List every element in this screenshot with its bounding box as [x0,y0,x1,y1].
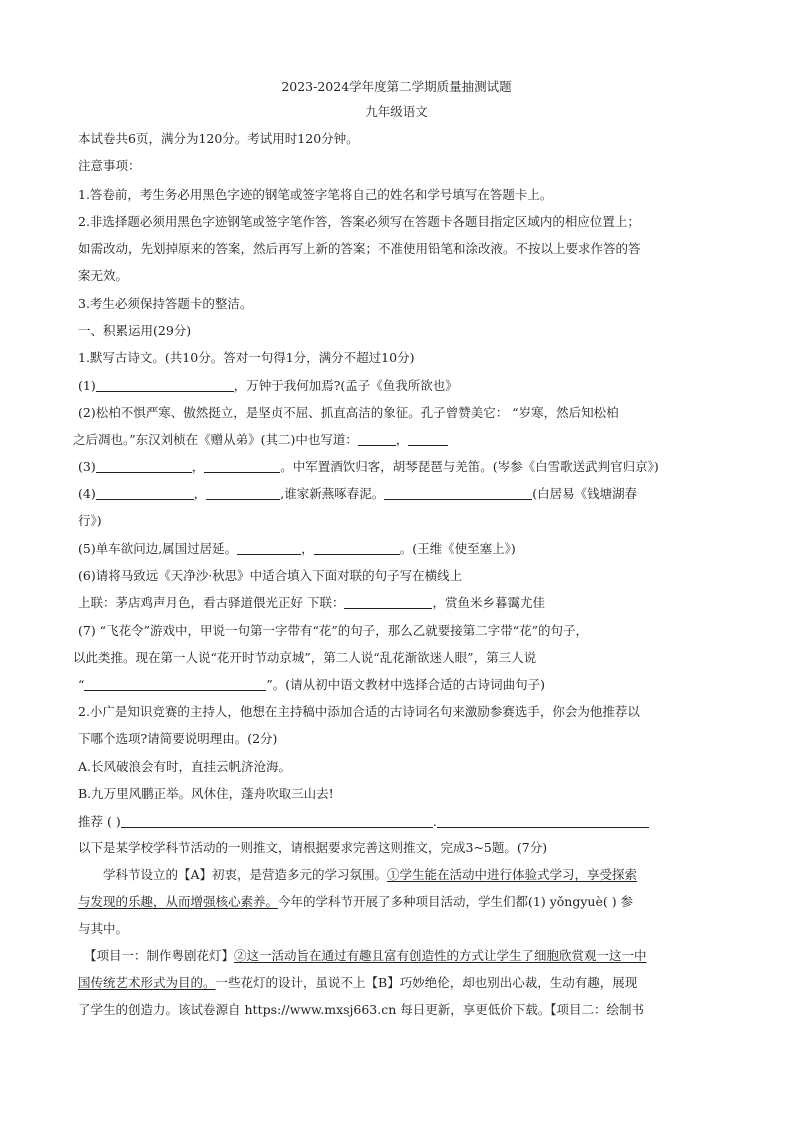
exam-title: 2023-2024学年度第二学期质量抽测试题 [281,79,512,94]
question-1-7-line-3 [78,676,718,693]
q1-3-text: 。中军置酒饮归客，胡琴琵琶与羌笛。(岑参《白雪歌送武判官归京》) [280,459,659,474]
passage-text: 今年的学科节开展了多种项目活动，学生们都(1) yǒngyuè( ) 参 [278,894,634,909]
note-2-line-1: 2.非选择题必须用黑色字迹钢笔或签字笔作答，答案必须写在答题卡各题目指定区域内的相应位置上； [78,214,640,229]
answer-blank[interactable] [344,596,432,609]
couplet-text: 上联：茅店鸡声月色，看古驿道偎光正好 下联： [78,595,345,610]
recommend-label: 推荐 ( ) [78,814,121,829]
comma: ， [193,486,207,501]
question-1-6: (6)请将马致远《天净沙·秋思》中适合填入下面对联的句子写在横线上 [78,568,463,583]
question-1: 1.默写古诗文。(共10分。答对一句得1分，满分不超过10分) [78,350,415,365]
notes-heading: 注意事项： [78,158,141,173]
answer-blank[interactable] [96,379,234,392]
underlined-sentence-1-cont: 与发现的乐趣，从而增强核心素养。 [78,894,279,909]
section-1-heading: 一、积累运用(29分) [78,323,192,338]
q1-4-source: (白居易《钱塘湖春 [532,486,638,501]
question-1-5 [78,540,718,557]
question-1-3 [78,458,718,475]
passage-text: 一些花灯的设计，虽说不上【B】巧妙绝伦，却也别出心裁，生动有趣，展现 [215,975,638,990]
answer-blank[interactable] [237,542,301,555]
underlined-sentence-2: ②这一活动旨在通过有趣且富有创造性的方式让学生了细胞欣赏观一这一中 [234,948,647,963]
q1-5-text: (5)单车欲问边,属国过居延。 [78,541,238,556]
comma: ， [301,541,314,556]
option-b: B.九万里风鹏正举。风休住，蓬舟吹取三山去! [78,786,334,801]
passage-line-1 [103,866,743,883]
open-quote: “ [78,677,85,692]
question-1-4 [78,485,718,502]
answer-blank[interactable] [358,433,396,446]
passage-line-3: 与其中。 [78,921,129,936]
question-1-4-cont: 行》) [78,513,102,528]
answer-blank[interactable] [121,815,433,828]
project-one-label: 【项目一：制作粤剧花灯】 [84,948,235,963]
answer-blank[interactable] [314,542,400,555]
passage-text: 学科节设立的【A】初衷，是营造多元的学习氛围。 [103,867,388,882]
question-1-2-line-1: (2)松柏不惧严寒、傲然挺立，是坚贞不屈、抓直高洁的象征。孔子曾赞美它： “岁寒，然后知松柏 [78,405,619,420]
exam-subtitle: 九年级语文 [365,104,428,119]
comma: ， [395,432,409,447]
q1-4-number: (4) [78,486,96,501]
answer-blank[interactable] [204,460,280,473]
question-2-line-1: 2.小广是知识竞赛的主持人，他想在主持稿中添加合适的古诗词名句来激励参赛选手，你会为他推荐以 [78,704,640,719]
intro-questions-3-5: 以下是某学校学科节活动的一则推文，请根据要求完善这则推文，完成3~5题。(7分) [78,840,548,855]
underlined-sentence-1: ①学生能在活动中进行体验式学习，享受探索 [387,867,638,882]
question-1-6-couplet [78,594,718,611]
passage-line-4 [84,947,724,964]
question-1-2-line-2 [73,431,713,448]
answer-blank[interactable] [408,433,448,446]
q1-1-number: (1) [78,378,96,393]
passage-line-5 [78,974,718,991]
answer-blank[interactable] [84,678,266,691]
question-1-7-line-1: (7) “飞花令”游戏中，甲说一句第一字带有“花”的句子，那么乙就要接第二字带“花”的句子， [78,623,589,638]
question-1-7-line-2: 以此类推。现在第一人说“花开时节动京城”，第二人说“乱花渐欲迷人眼”，第三人说 [73,650,537,665]
q1-2-text: 之后凋也。”东汉刘桢在《赠从弟》(其二)中也写道： [73,432,358,447]
note-2-line-3: 案无效。 [78,268,129,283]
answer-blank[interactable] [96,460,192,473]
q1-1-text: ，万钟于我何加焉?(孟子《鱼我所欲也》 [233,378,458,393]
couplet-suffix: ，赏鱼米乡暮霭尤佳 [432,595,545,610]
question-2-line-2: 下哪个选项?请简要说明理由。(2分) [78,731,278,746]
option-a: A.长风破浪会有时，直挂云帆济沧海。 [78,759,292,774]
answer-blank[interactable] [206,487,280,500]
dot: . [432,814,437,829]
question-1-1 [78,377,718,394]
note-3: 3.考生必须保持答题卡的整洁。 [78,296,253,311]
answer-blank[interactable] [384,487,532,500]
underlined-sentence-2-cont: 国传统艺术形式为目的。 [78,975,216,990]
comma: ， [191,459,205,474]
q1-4-text: ,谁家新燕啄春泥。 [280,486,385,501]
q1-3-number: (3) [78,459,96,474]
answer-blank[interactable] [96,487,194,500]
note-2-line-2: 如需改动，先划掉原来的答案，然后再写上新的答案；不准使用铅笔和涂改液。不按以上要求作答的答 [78,241,641,256]
recommend-line [78,813,718,830]
answer-blank[interactable] [437,815,649,828]
q1-7-instruction: ”。(请从初中语文教材中选择合适的古诗词曲句子) [266,677,546,692]
q1-5-source: 。(王维《使至塞上》) [399,541,516,556]
exam-intro: 本试卷共6页，满分为120分。考试用时120分钟。 [78,131,359,146]
note-1: 1.答卷前，考生务必用黑色字迹的钢笔或签字笔将自己的姓名和学号填写在答题卡上。 [78,187,553,202]
passage-line-2 [78,893,718,910]
passage-line-6: 了学生的创造力。该试卷源自 https://www.mxsj663.cn 每日更新，享更低价下载。【项目二：绘制书 [78,1002,645,1017]
